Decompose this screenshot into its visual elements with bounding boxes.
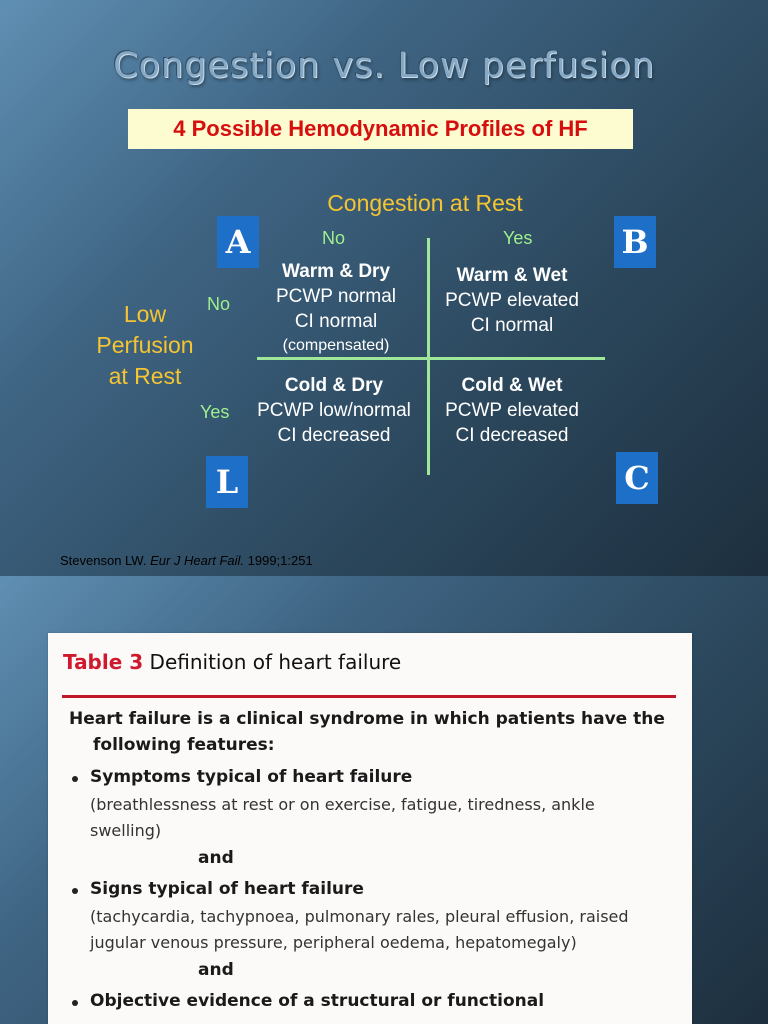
cell-line: CI normal [470, 315, 554, 336]
intro-line-1: Heart failure is a clinical syndrome in which patients have the [69, 709, 665, 729]
item-detail-signs-2: jugular venous pressure, peripheral oedema, hepatomegaly) [90, 933, 577, 952]
low-perfusion-line-3: at Rest [108, 363, 182, 389]
cell-line: CI decreased [277, 425, 391, 446]
citation-reference: 1999;1:251 [244, 553, 313, 568]
table-caption [63, 650, 401, 674]
subtitle-banner: 4 Possible Hemodynamic Profiles of HF [128, 109, 633, 149]
cell-cold-wet [432, 373, 592, 448]
cell-line: PCWP elevated [445, 400, 579, 421]
low-perfusion-line-1: Low [123, 301, 167, 327]
item-detail-symptoms-2: swelling) [90, 821, 162, 840]
profile-letter-c: C [616, 452, 658, 504]
item-detail-signs-1: (tachycardia, tachypnoea, pulmonary rales, pleural effusion, raised [90, 907, 629, 926]
low-perfusion-label [70, 299, 220, 392]
cell-line: CI normal [294, 311, 378, 332]
table-number: Table 3 [63, 650, 144, 674]
and-connector: and [198, 960, 234, 980]
cell-heading: Cold & Dry [284, 375, 384, 396]
profile-letter-a: A [217, 216, 259, 268]
cell-line: PCWP normal [275, 286, 396, 307]
table-rule [62, 695, 676, 698]
item-heading-objective: Objective evidence of a structural or functional [90, 991, 545, 1011]
bullet [72, 888, 78, 894]
intro-line-2: following features: [93, 735, 275, 755]
profile-letter-l: L [206, 456, 248, 508]
perfusion-yes-label: Yes [200, 402, 230, 422]
cell-heading: Cold & Wet [461, 375, 563, 396]
cell-heading: Warm & Dry [281, 261, 391, 282]
cell-line: (compensated) [282, 337, 390, 354]
cell-warm-wet [432, 263, 592, 338]
item-detail-symptoms-1: (breathlessness at rest or on exercise, fatigue, tiredness, ankle [90, 795, 595, 814]
congestion-yes-label: Yes [503, 228, 533, 248]
bullet [72, 776, 78, 782]
cell-line: PCWP elevated [445, 290, 579, 311]
cell-line: PCWP low/normal [257, 400, 411, 421]
citation-author: Stevenson LW. [60, 553, 151, 568]
cell-line: CI decreased [455, 425, 569, 446]
item-heading-signs: Signs typical of heart failure [90, 879, 364, 899]
cell-warm-dry [246, 259, 426, 358]
profile-letter-b: B [614, 216, 656, 268]
cell-heading: Warm & Wet [456, 265, 568, 286]
cell-cold-dry [244, 373, 424, 448]
citation [60, 553, 313, 568]
definition-table [48, 633, 692, 1024]
congestion-no-label: No [322, 228, 346, 248]
low-perfusion-line-2: Perfusion [96, 332, 194, 358]
perfusion-no-label: No [207, 294, 231, 314]
slide-heart-failure-definition [0, 576, 768, 1024]
item-heading-symptoms: Symptoms typical of heart failure [90, 767, 413, 787]
and-connector: and [198, 848, 234, 868]
citation-journal: Eur J Heart Fail. [150, 553, 245, 568]
congestion-label: Congestion at Rest [327, 190, 523, 216]
table-title: Definition of heart failure [149, 650, 402, 674]
bullet [72, 1000, 78, 1006]
slide-title: Congestion vs. Low perfusion [113, 46, 655, 86]
